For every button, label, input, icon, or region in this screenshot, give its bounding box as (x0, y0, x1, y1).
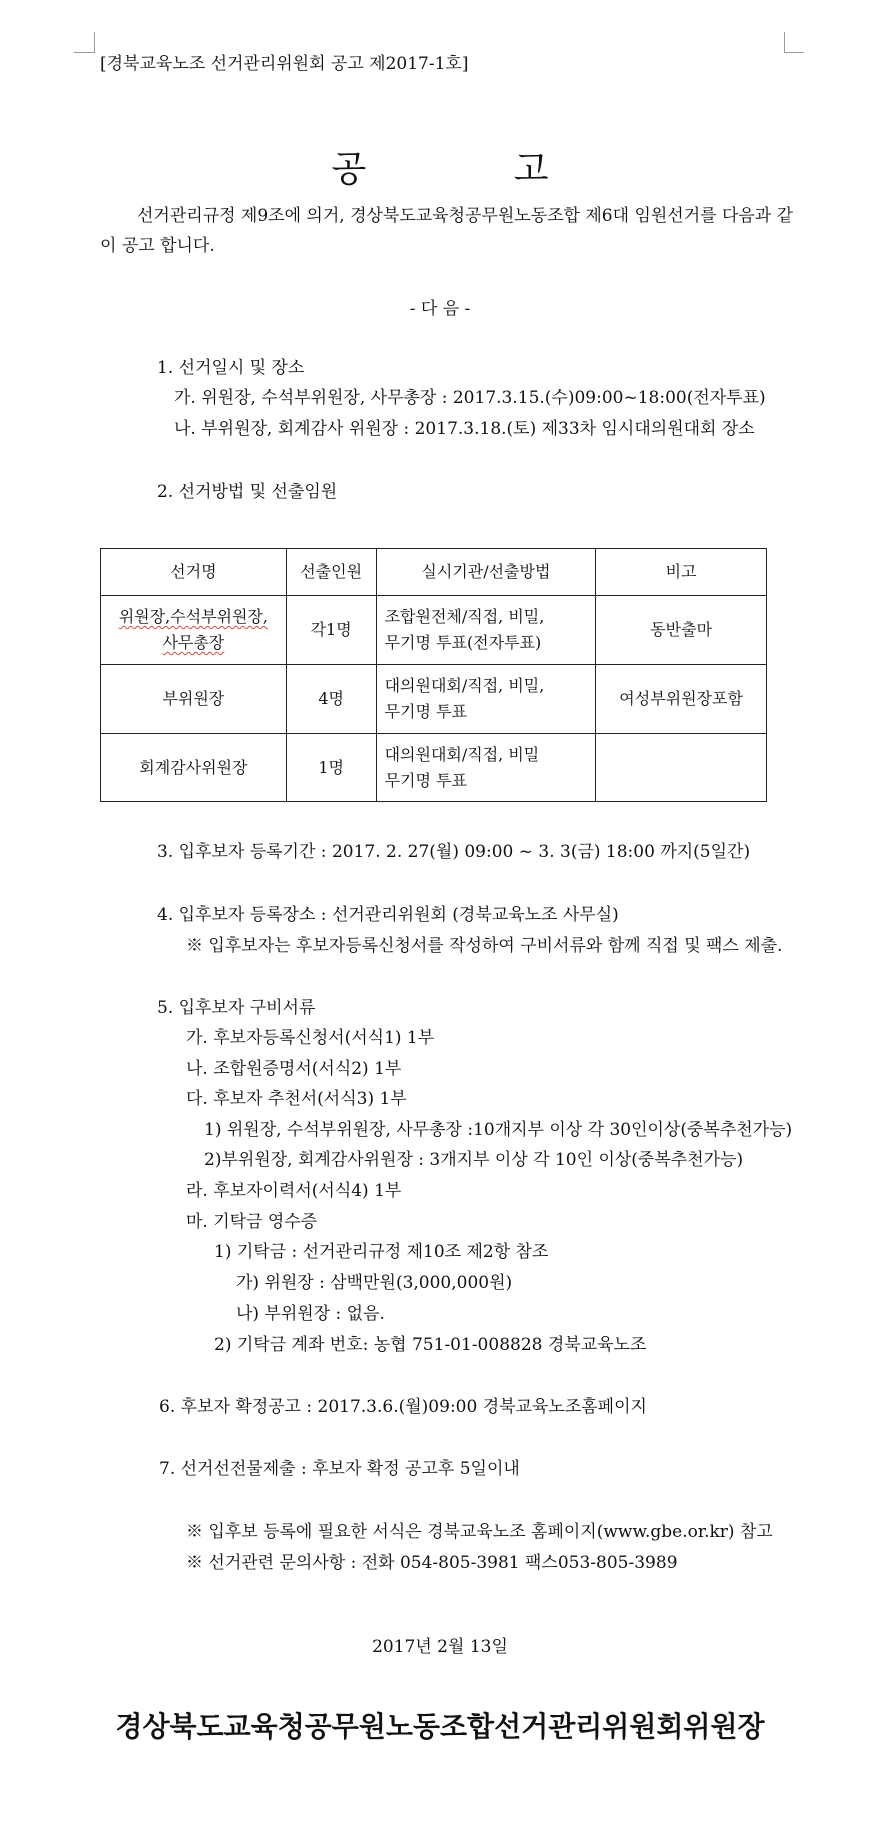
table-cell-note (596, 734, 767, 802)
document-reference: [경북교육노조 선거관리위원회 공고 제2017-1호] (100, 54, 469, 74)
table-cell-method (376, 665, 596, 734)
table-cell-name (101, 596, 287, 665)
section-5-item-ma: 마. 기탁금 영수증 (186, 1212, 318, 1232)
document-date: 2017년 2월 13일 (372, 1637, 508, 1657)
section-5-item-ga: 가. 후보자등록신청서(서식1) 1부 (186, 1028, 435, 1048)
section-4-heading: 4. 입후보자 등록장소 : 선거관리위원회 (경북교육노조 사무실) (157, 905, 619, 925)
table-row (101, 596, 767, 665)
corner-mark-top-left-v (94, 32, 95, 53)
table-cell-method-line1: 대의원대회/직접, 비밀 (384, 744, 540, 764)
table-cell-note: 동반출마 (596, 596, 767, 665)
corner-mark-top-right-h (784, 52, 804, 53)
table-cell-method-line2: 무기명 투표(전자투표) (384, 633, 542, 652)
table-cell-note: 여성부위원장포함 (596, 665, 767, 734)
section-5-item-ma-1: 1) 기탁금 : 선거관리규정 제10조 제2항 참조 (214, 1242, 549, 1262)
table-cell-name-line1: 위원장,수석부위원장, (118, 607, 268, 626)
section-7-text: 7. 선거선전물제출 : 후보자 확정 공고후 5일이내 (159, 1459, 520, 1479)
note-contact: ※ 선거관련 문의사항 : 전화 054-805-3981 팩스053-805-3989 (186, 1553, 678, 1573)
section-5-heading: 5. 입후보자 구비서류 (157, 998, 316, 1018)
table-cell-method-line2: 무기명 투표 (384, 770, 467, 790)
corner-mark-top-left-h (74, 52, 94, 53)
table-cell-name-line2: 사무총장 (162, 633, 225, 652)
table-cell-count: 1명 (286, 734, 376, 802)
table-cell-name: 회계감사위원장 (101, 734, 287, 802)
intro-text-line-2: 이 공고 합니다. (100, 236, 215, 256)
table-header-cell: 선출인원 (286, 549, 376, 596)
table-cell-name: 부위원장 (101, 665, 287, 734)
election-table (100, 548, 767, 802)
section-5-item-ra: 라. 후보자이력서(서식4) 1부 (186, 1181, 402, 1201)
section-6-text: 6. 후보자 확정공고 : 2017.3.6.(월)09:00 경북교육노조홈페이지 (159, 1397, 647, 1417)
section-1-item-a: 가. 위원장, 수석부위원장, 사무총장 : 2017.3.15.(수)09:00~18:00(전자투표) (174, 388, 766, 408)
table-cell-method (376, 596, 596, 665)
section-3-text: 3. 입후보자 등록기간 : 2017. 2. 27(월) 09:00 ~ 3. 3(금) 18:00 까지(5일간) (157, 842, 751, 862)
table-header-row (101, 549, 767, 596)
table-row (101, 665, 767, 734)
table-cell-method (376, 734, 596, 802)
table-header-cell: 실시기관/선출방법 (376, 549, 596, 596)
section-5-item-ma-1-a: 가) 위원장 : 삼백만원(3,000,000원) (236, 1273, 513, 1293)
section-2-heading: 2. 선거방법 및 선출임원 (157, 482, 338, 502)
section-5-item-ma-2: 2) 기탁금 계좌 번호: 농협 751-01-008828 경북교육노조 (214, 1335, 647, 1355)
table-row (101, 734, 767, 802)
section-5-item-da-2: 2)부위원장, 회계감사위원장 : 3개지부 이상 각 10인 이상(중복추천가능) (204, 1150, 744, 1170)
section-5-item-ma-1-b: 나) 부위원장 : 없음. (236, 1304, 385, 1324)
corner-mark-top-right-v (784, 32, 785, 53)
table-header-cell: 선거명 (101, 549, 287, 596)
section-5-item-da-1: 1) 위원장, 수석부위원장, 사무총장 :10개지부 이상 각 30인이상(중복추천가능) (204, 1120, 793, 1140)
page-title: 공 고 (331, 149, 617, 190)
section-1-heading: 1. 선거일시 및 장소 (157, 358, 305, 378)
table-header-cell: 비고 (596, 549, 767, 596)
table-cell-count: 각1명 (286, 596, 376, 665)
table-cell-method-line1: 조합원전체/직접, 비밀, (384, 607, 545, 626)
section-divider-daum: - 다 음 - (409, 299, 471, 319)
table-cell-method-line1: 대의원대회/직접, 비밀, (384, 676, 545, 695)
table-cell-count: 4명 (286, 665, 376, 734)
section-5-item-da: 다. 후보자 추천서(서식3) 1부 (186, 1089, 407, 1109)
section-1-item-b: 나. 부위원장, 회계감사 위원장 : 2017.3.18.(토) 제33차 임시대의원대회 장소 (174, 419, 755, 439)
note-forms: ※ 입후보 등록에 필요한 서식은 경북교육노조 홈페이지(www.gbe.or.kr) 참고 (186, 1522, 773, 1542)
intro-text-line-1: 선거관리규정 제9조에 의거, 경상북도교육청공무원노동조합 제6대 임원선거를 다음과 같 (137, 206, 794, 226)
section-4-note: ※ 입후보자는 후보자등록신청서를 작성하여 구비서류와 함께 직접 및 팩스 제출. (186, 936, 783, 956)
signature-line: 경상북도교육청공무원노동조합선거관리위원회위원장 (115, 1710, 765, 1743)
section-5-item-na: 나. 조합원증명서(서식2) 1부 (186, 1059, 402, 1079)
table-cell-method-line2: 무기명 투표 (384, 702, 467, 721)
